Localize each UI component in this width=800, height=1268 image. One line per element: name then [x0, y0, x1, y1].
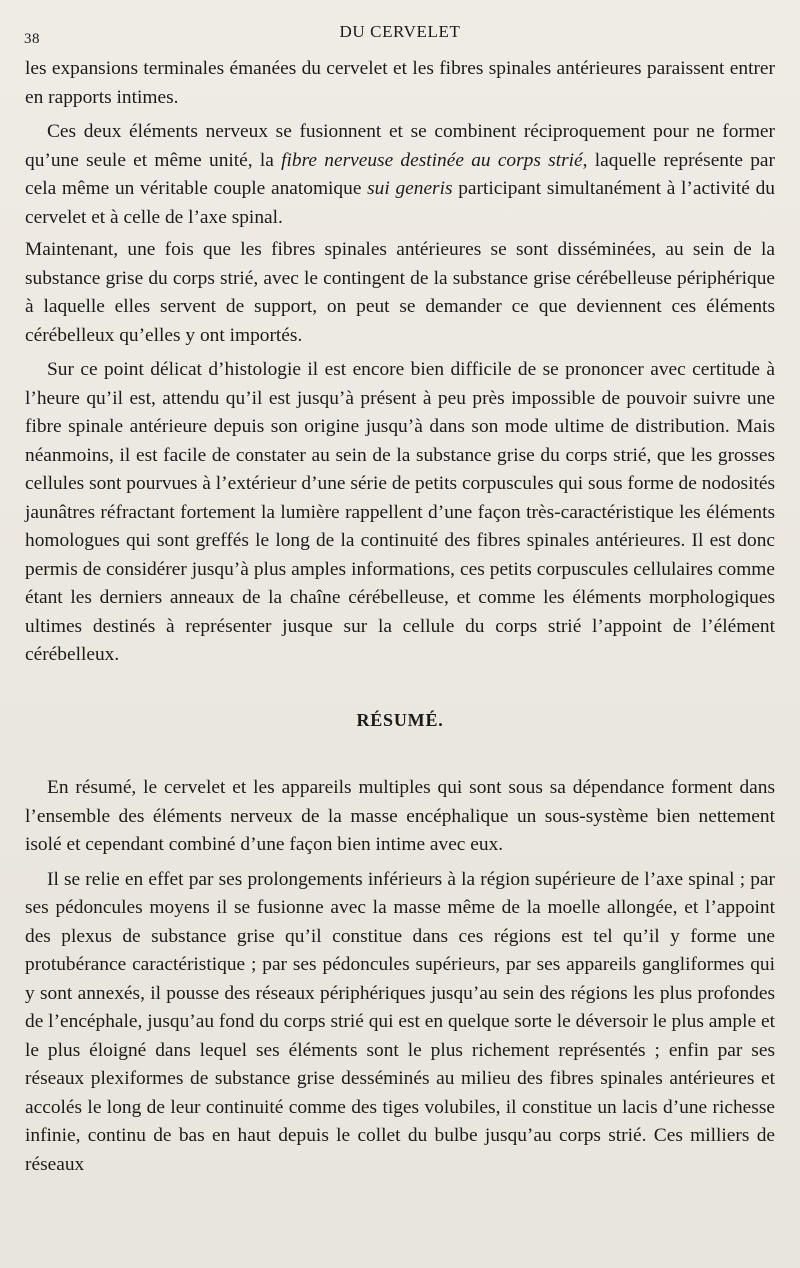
- text-block-top: [25, 55, 775, 232]
- paragraph-maintenant: Maintenant, une fois que les fibres spinales antérieures se sont disséminées, au sein de la substance grise du corps strié, avec le contingent de la substance grise cérébelleuse périphérique à laquelle elles servent de support, on peut se demander ce que deviennent ces éléments cérébelleux qu’elles y ont importés.: [25, 239, 775, 346]
- paragraph-fusion: [25, 118, 775, 232]
- paragraph-text: Ces deux éléments nerveux se fusionnent et se combinent réciproquement pour ne former qu’une seule et même unité, la: [25, 121, 775, 171]
- paragraph-histologie: Sur ce point délicat d’histologie il est encore bien difficile de se prononcer avec certitude à l’heure qu’il est, attendu qu’il est jusqu’à présent à peu près impossible de pouvoir suivre une fibre spinale antérieure depuis son origine jusqu’à dans son mode ultime de distribution. Mais néanmoins, il est facile de constater au sein de la substance grise du corps strié, que les grosses cellules sont pourvues à l’extérieur d’une série de petits corpuscules qui sous forme de nodosités jaunâtres réfractant fortement la lumière rappellent d’une façon très-caractéristique les éléments homologues qui sont greffés le long de la continuité des fibres spinales antérieures. Il est donc permis de considérer jusqu’à plus amples informations, ces petits corpuscules cellulaires comme étant les derniers anneaux de la chaîne cérébelleuse, et comme les éléments morphologiques ultimes destinés à représenter jusque sur la cellule du corps strié l’appoint de l’élément cérébelleux.: [25, 359, 775, 665]
- running-title: DU CERVELET: [339, 22, 461, 41]
- page-number: 38: [24, 31, 40, 47]
- italic-term: sui generis: [367, 178, 453, 199]
- paragraph-il-se-relie: Il se relie en effet par ses prolongements inférieurs à la région supérieure de l’axe spinal ; par ses pédoncules moyens il se fusionne avec la masse même de la moelle allongée, et l’appoint des plexus de substance grise qu’il constitue dans ces régions est tel qu’il y forme une protubérance caractéristique ; par ses pédoncules supérieurs, par ses appareils gangliformes qui y sont annexés, il pousse des réseaux périphériques jusqu’au sein des régions les plus profondes de l’encéphale, jusqu’au fond du corps strié qui est en quelque sorte le déversoir le plus ample et le plus éloigné dans lequel ses éléments sont le plus richement représentés ; enfin par ses réseaux plexiformes de substance grise desséminés au milieu des fibres spinales antérieures et accolés le long de leur continuité comme des tiges volubiles, il constitue un lacis d’une richesse infinie, continu de bas en haut depuis le collet du bulbe jusqu’au corps strié. Ces milliers de réseaux: [25, 868, 775, 1175]
- text-block-resume: [25, 774, 775, 1179]
- section-heading: RÉSUMÉ.: [356, 710, 444, 730]
- paragraph-en-resume: En résumé, le cervelet et les appareils multiples qui sont sous sa dépendance forment dans l’ensemble des éléments nerveux de la masse encéphalique un sous-système bien nettement isolé et cependant combiné d’une façon bien intime avec eux.: [25, 777, 775, 855]
- text-block-middle: [25, 236, 775, 670]
- paragraph-continuation: les expansions terminales émanées du cervelet et les fibres spinales antérieures paraissent entrer en rapports intimes.: [25, 58, 775, 108]
- paragraph-text: participant simultanément à l’activité du cervelet et à celle de l’axe spinal.: [25, 178, 775, 228]
- italic-term: fibre nerveuse destinée au corps strié: [281, 149, 583, 171]
- paragraph-text: , laquelle représente par cela même un véritable couple anatomique: [25, 149, 775, 199]
